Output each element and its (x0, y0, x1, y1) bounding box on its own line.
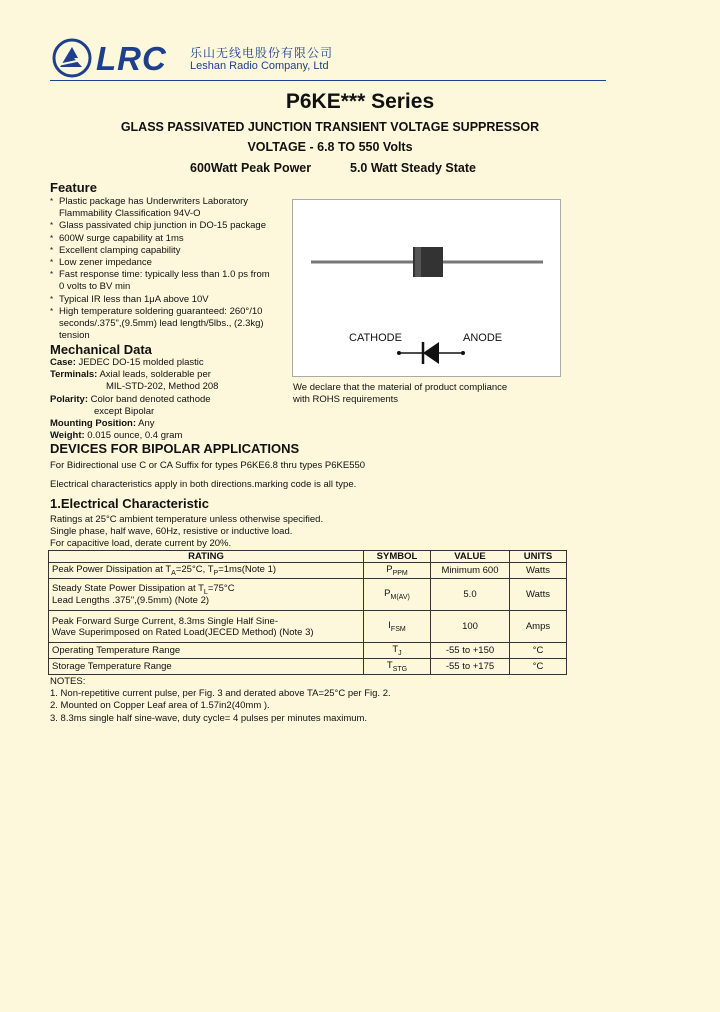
polarity-value-line2: except Bipolar (94, 405, 155, 417)
value-cell: -55 to +150 (431, 643, 510, 659)
feature-item: * 600W surge capability at 1ms (50, 233, 272, 245)
rating-cell: Steady State Power Dissipation at $T_L=75^\circ C$ Lead Lengths .375",(9.5mm) (Note 2) (49, 579, 364, 611)
symbol-cell: $P_{PPM}$ (364, 563, 431, 579)
ratings-table (48, 550, 567, 675)
cathode-label: CATHODE (349, 332, 402, 344)
units-cell: Amps (510, 611, 567, 643)
company-name-english: Leshan Radio Company, Ltd (190, 60, 329, 72)
product-description: GLASS PASSIVATED JUNCTION TRANSIENT VOLTAGE SUPPRESSOR (120, 120, 540, 134)
rating-cell: Peak Power Dissipation at $T_A=25^\circ C$, $T_P=1ms(Note$ 1) (49, 563, 364, 579)
units-cell: Watts (510, 563, 567, 579)
terminals-label: Terminals: (50, 369, 98, 381)
units-cell: °C (510, 643, 567, 659)
value-cell: -55 to +175 (431, 659, 510, 675)
feature-heading: Feature (50, 180, 97, 195)
company-logo (52, 38, 372, 78)
units-cell: °C (510, 659, 567, 675)
anode-label: ANODE (463, 332, 503, 344)
notes-section (50, 676, 391, 725)
rating-cell: Operating Temperature Range (49, 643, 364, 659)
rohs-line: with ROHS requirements (293, 394, 399, 406)
feature-item: * Fast response time: typically less than 1.0 ps from 0 volts to BV min (50, 269, 272, 293)
case-row (50, 357, 290, 369)
symbol-cell: $T_J$ (364, 643, 431, 659)
note-item: 1. Non-repetitive current pulse, per Fig. 3 and derated above TA=25°C per Fig. 2. (50, 688, 391, 700)
diode-package-image (292, 199, 561, 377)
electrical-heading: 1.Electrical Characteristic (50, 496, 209, 511)
mounting-row (50, 418, 290, 430)
table-row (49, 579, 567, 611)
table-row (49, 659, 567, 675)
note-item: 2. Mounted on Copper Leaf area of 1.57in2(40mm ). (50, 700, 270, 712)
symbol-cell: $P_{M(AV)}$ (364, 579, 431, 611)
symbol-cell: $I_{FSM}$ (364, 611, 431, 643)
rohs-line: We declare that the material of product compliance (293, 382, 508, 393)
feature-list (50, 196, 272, 342)
rating-cell: Peak Forward Surge Current, 8.3ms Single Half Sine- Wave Superimposed on Rated Load(JECED Method) (Note 3) (49, 611, 364, 643)
table-row (49, 643, 567, 659)
diode-drawing (293, 200, 560, 376)
electrical-note: Ratings at 25°C ambient temperature unless otherwise specified. (50, 514, 324, 525)
steady-state-power: 5.0 Watt Steady State (350, 161, 476, 175)
polarity-row (50, 394, 290, 406)
header-value: VALUE (431, 551, 510, 563)
feature-item: * Typical IR less than 1μA above 10V (50, 294, 272, 306)
terminals-row (50, 369, 290, 381)
header-symbol: SYMBOL (364, 551, 431, 563)
units-cell: Watts (510, 579, 567, 611)
lrc-logo-icon (52, 38, 92, 78)
bipolar-line: Electrical characteristics apply in both directions.marking code is all type. (50, 479, 357, 490)
header-rating: RATING (49, 551, 364, 563)
value-cell: 5.0 (431, 579, 510, 611)
polarity-value: Color band denoted cathode (88, 393, 211, 405)
terminals-value: Axial leads, solderable per (97, 369, 211, 381)
notes-heading: NOTES: (50, 676, 86, 687)
header-divider (50, 80, 606, 81)
polarity-label: Polarity: (50, 393, 89, 405)
voltage-range: VOLTAGE - 6.8 TO 550 Volts (247, 140, 413, 154)
case-value: JEDEC DO-15 molded plastic (75, 357, 204, 368)
feature-item: * High temperature soldering guaranteed: 260°/10 seconds/.375",(9.5mm) lead length/5lbs., (2.3kg) tension (50, 306, 272, 343)
electrical-note: Single phase, half wave, 60Hz, resistive or inductive load. (50, 526, 293, 538)
series-title: P6KE*** Series (285, 90, 435, 113)
mechanical-heading: Mechanical Data (50, 342, 152, 357)
terminals-value-line2: MIL-STD-202, Method 208 (106, 381, 219, 393)
company-name-chinese: 乐山无线电股份有限公司 (190, 46, 334, 60)
case-label: Case: (50, 357, 76, 368)
feature-item: * Plastic package has Underwriters Laboratory Flammability Classification 94V-O (50, 196, 272, 220)
weight-value: 0.015 ounce, 0.4 gram (84, 430, 183, 442)
table-header-row (49, 551, 567, 563)
weight-label: Weight: (50, 430, 85, 442)
rohs-statement (293, 382, 507, 406)
table-row (49, 563, 567, 579)
bipolar-line: For Bidirectional use C or CA Suffix for types P6KE6.8 thru types P6KE550 (50, 460, 366, 471)
header-units: UNITS (510, 551, 567, 563)
feature-item: * Glass passivated chip junction in DO-15 package (50, 220, 272, 232)
note-item: 3. 8.3ms single half sine-wave, duty cycle= 4 pulses per minutes maximum. (50, 712, 368, 724)
diode-symbol-icon (423, 342, 439, 364)
electrical-notes (50, 514, 323, 551)
value-cell: 100 (431, 611, 510, 643)
bipolar-heading: DEVICES FOR BIPOLAR APPLICATIONS (50, 441, 300, 456)
logo-text: LRC (96, 40, 167, 77)
value-cell: Minimum 600 (431, 563, 510, 579)
symbol-cell: $T_{STG}$ (364, 659, 431, 675)
mounting-label: Mounting Position: (50, 418, 137, 430)
mounting-value: Any (136, 418, 155, 430)
feature-item: * Low zener impedance (50, 257, 272, 269)
table-row (49, 611, 567, 643)
electrical-note: For capacitive load, derate current by 20%. (50, 538, 232, 550)
feature-item: * Excellent clamping capability (50, 245, 272, 257)
rating-cell: Storage Temperature Range (49, 659, 364, 675)
peak-power: 600Watt Peak Power (190, 161, 312, 175)
mechanical-data (50, 357, 290, 442)
